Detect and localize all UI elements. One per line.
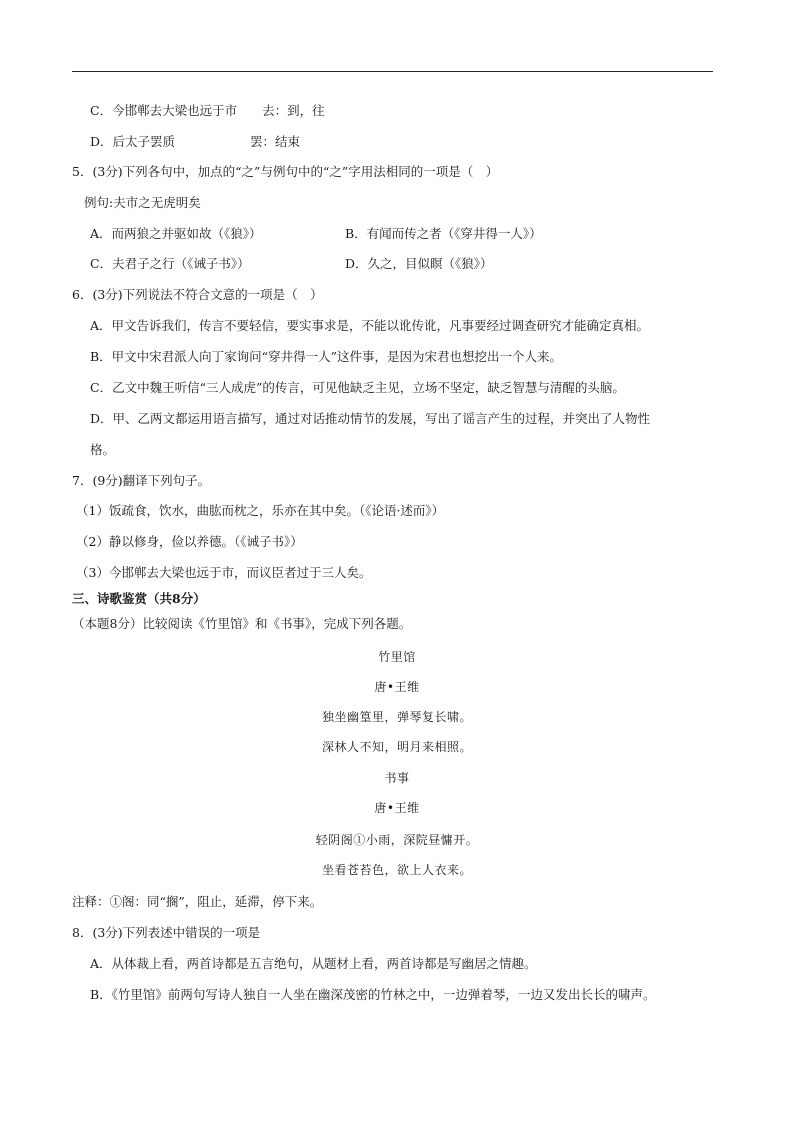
poem-line: 独坐幽篁里，弹琴复长啸。 xyxy=(321,710,472,724)
text-line: 7．(9分)翻译下列句子。 xyxy=(72,473,211,488)
text-line: 8．(3分)下列表述中错误的一项是 xyxy=(72,925,261,940)
text-line: B．有闻而传之者（《穿井得一人》） xyxy=(345,226,542,241)
text-line: D．甲、乙两文都运用语言描写，通过对话推动情节的发展，写出了谣言产生的过程，并突出了人物性 xyxy=(90,411,651,426)
text-line: （本题8分）比较阅读《竹里馆》和《书事》，完成下列各题。 xyxy=(72,616,412,631)
text-line: B．甲文中宋君派人向丁家询问“穿井得一人”这件事，是因为宋君也想挖出一个人来。 xyxy=(90,349,562,364)
text-line: C．乙文中魏王听信“三人成虎”的传言，可见他缺乏主见，立场不坚定，缺乏智慧与清醒的头脑。 xyxy=(90,380,625,395)
text-line: （1）饭疏食，饮水，曲肱而枕之，乐亦在其中矣。（《论语·述而》） xyxy=(76,503,445,518)
text-line: （3）今邯郸去大梁也远于市，而议臣者过于三人矣。 xyxy=(76,565,372,580)
text-line: （2）静以修身，俭以养德。（《诫子书》） xyxy=(76,534,303,549)
text-line: 例句:夫市之无虎明矣 xyxy=(84,195,201,210)
text-line: 注释：①阁：同“搁”，阻止，延滞，停下来。 xyxy=(72,894,323,909)
text-line: A．从体裁上看，两首诗都是五言绝句，从题材上看，两首诗都是写幽居之情趣。 xyxy=(90,956,537,971)
poem-line: 唐•王维 xyxy=(374,680,420,694)
poem-line: 坐看苍苔色，欲上人衣来。 xyxy=(321,863,472,877)
text-line: 6．(3分)下列说法不符合文意的一项是（ ） xyxy=(72,287,323,302)
poem-line: 书事 xyxy=(384,771,410,785)
text-line: B．《竹里馆》前两句写诗人独自一人坐在幽深茂密的竹林之中，一边弹着琴，一边又发出长长的啸声。 xyxy=(90,987,656,1002)
text-line: C．夫君子之行（《诫子书》） xyxy=(90,256,250,271)
header-rule xyxy=(72,71,713,72)
text-line: 格。 xyxy=(90,442,116,457)
text-line: C．今邯郸去大梁也远于市 去：到，往 xyxy=(90,103,325,118)
poem-line: 唐•王维 xyxy=(374,801,420,815)
text-line: A．甲文告诉我们，传言不要轻信，要实事求是，不能以讹传讹，凡事要经过调查研究才能确定真相。 xyxy=(90,318,650,333)
text-line: D．后太子罢质 罢：结束 xyxy=(90,134,301,149)
poem-line: 竹里馆 xyxy=(378,650,416,664)
poem-line: 轻阴阁①小雨，深院昼慵开。 xyxy=(315,833,479,847)
poem-line: 深林人不知，明月来相照。 xyxy=(321,740,472,754)
text-line: D．久之，目似瞑（《狼》） xyxy=(345,256,493,271)
section-heading: 三、诗歌鉴赏（共8分） xyxy=(72,591,206,606)
text-line: 5．(3分)下列各句中，加点的“之”与例句中的“之”字用法相同的一项是（ ） xyxy=(72,164,499,179)
text-line: A．而两狼之并驱如故（《狼》） xyxy=(90,226,262,241)
